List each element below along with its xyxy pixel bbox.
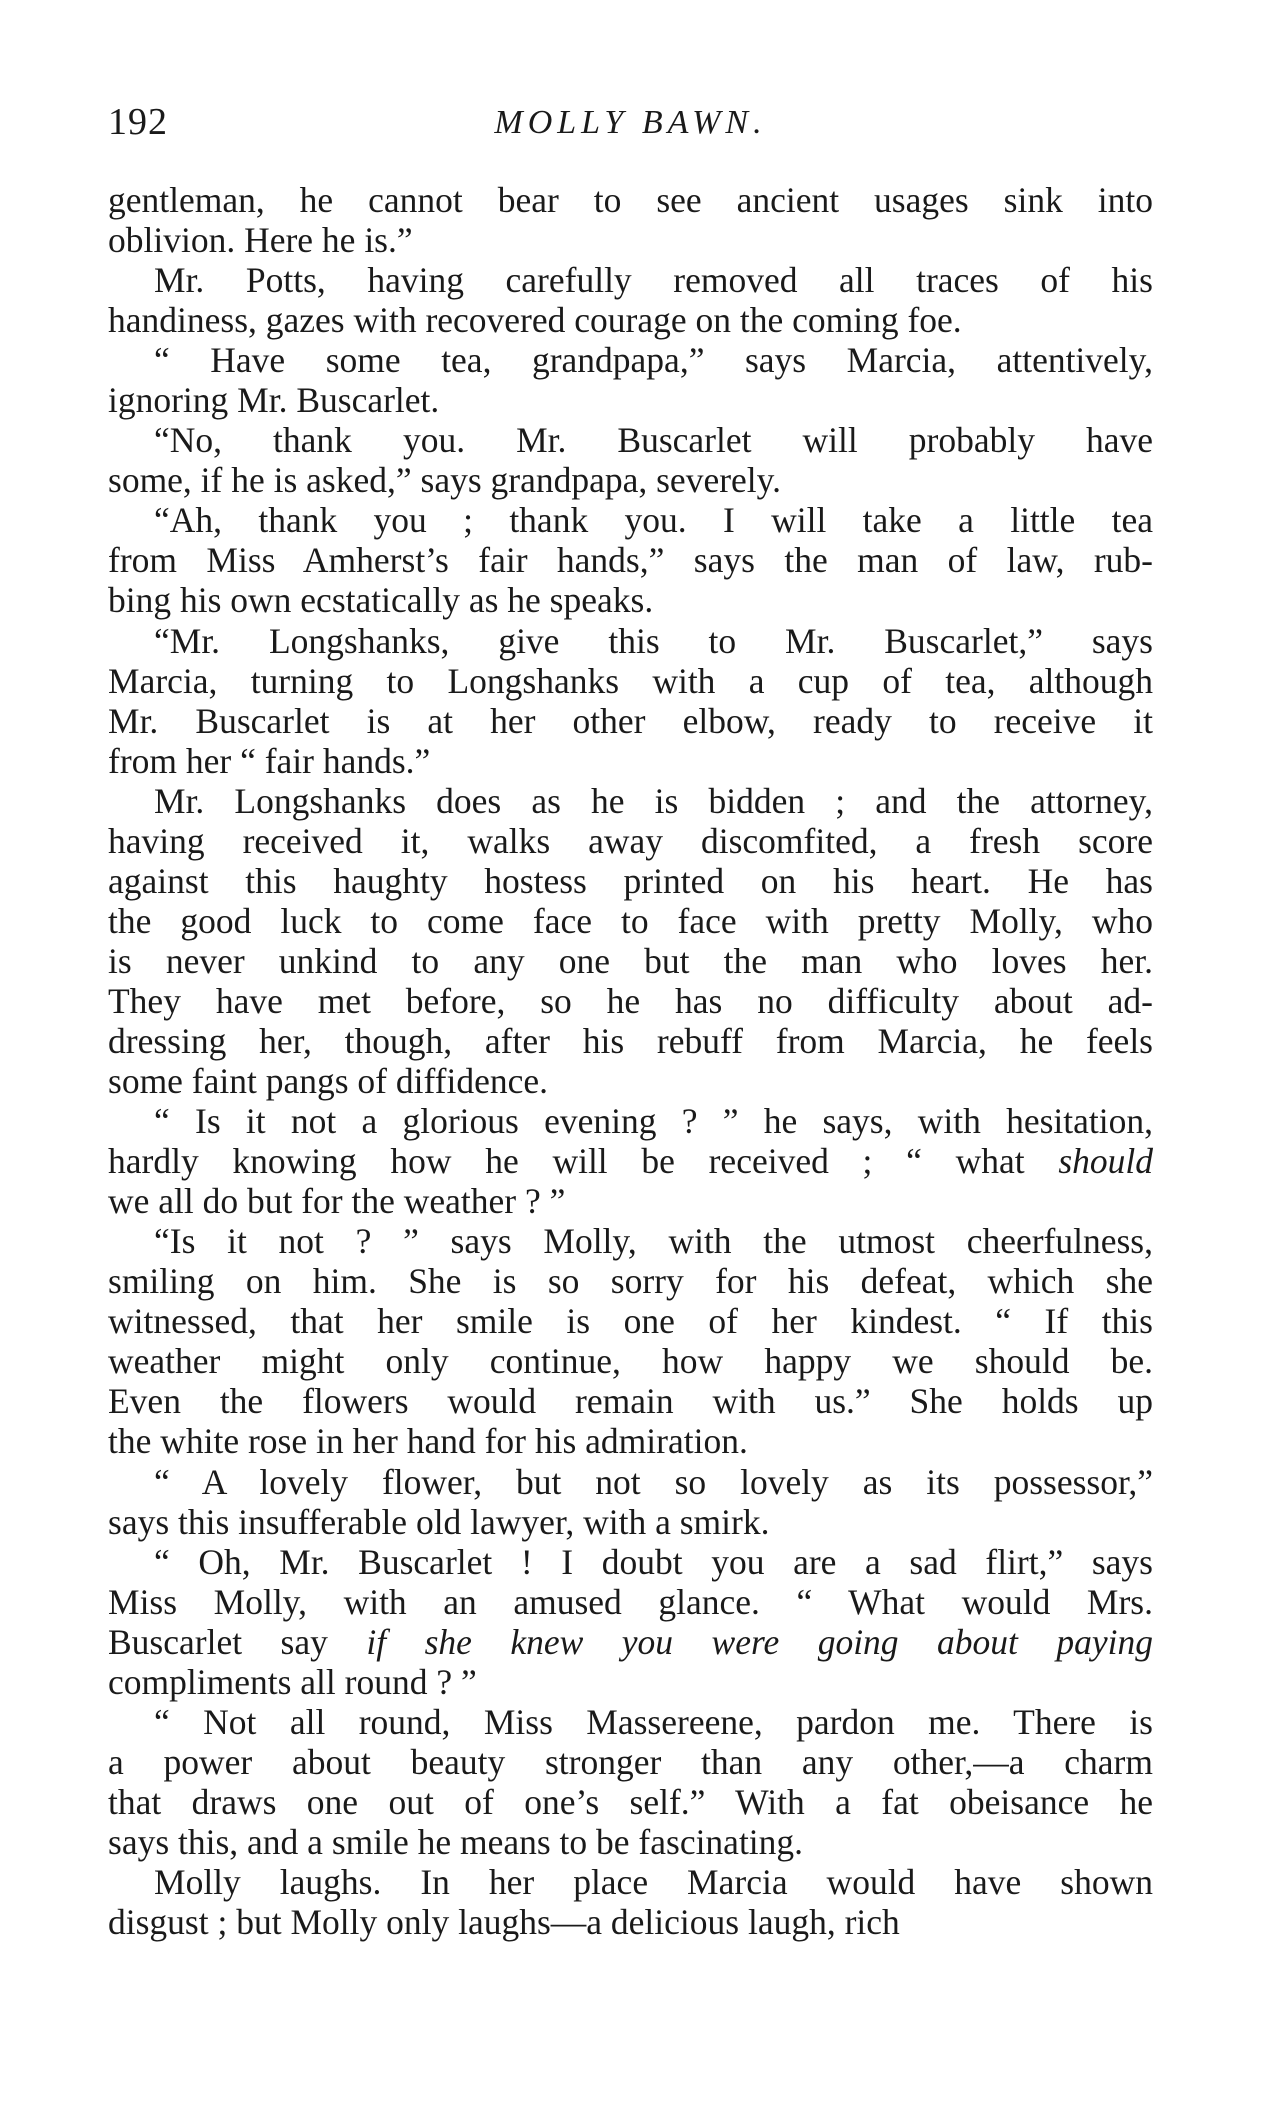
text-line: handiness, gazes with recovered courage on the coming foe. [108,300,962,341]
body-text [108,180,1153,1942]
text-line: “Is it not ? ” says Molly, with the utmost cheerfulness, [154,1221,1153,1262]
text-line: Marcia, turning to Longshanks with a cup of tea, although [108,660,1153,701]
text-line: ignoring Mr. Buscarlet. [108,380,440,421]
text-line: Mr. Potts, having carefully removed all traces of his [154,260,1153,301]
text-line: “Ah, thank you ; thank you. I will take a little tea [154,500,1153,541]
paragraph [108,420,1153,500]
text-line: “Mr. Longshanks, give this to Mr. Buscarlet,” says [154,620,1153,661]
text-line: disgust ; but Molly only laughs—a delicious laugh, rich [108,1902,900,1943]
text-line: Miss Molly, with an amused glance. “ What would Mrs. [108,1581,1153,1622]
paragraph [108,781,1153,1101]
text-line: Mr. Longshanks does as he is bidden ; and the attorney, [154,780,1153,821]
text-line: “ Is it not a glorious evening ? ” he says, with hesitation, [154,1101,1153,1142]
text-line: hardly knowing how he will be received ; “ what should [108,1141,1153,1182]
text-line: having received it, walks away discomfited, a fresh score [108,820,1153,861]
running-title: MOLLY BAWN. [494,104,767,141]
text-line: “No, thank you. Mr. Buscarlet will probably have [154,420,1153,461]
text-line: witnessed, that her smile is one of her kindest. “ If this [108,1301,1153,1342]
text-line: says this insufferable old lawyer, with a smirk. [108,1501,770,1542]
paragraph [108,621,1153,781]
text-line: Even the flowers would remain with us.” She holds up [108,1381,1153,1422]
text-line: They have met before, so he has no difficulty about ad- [108,980,1153,1021]
text-line: bing his own ecstatically as he speaks. [108,580,654,621]
text-line: gentleman, he cannot bear to see ancient usages sink into [108,180,1153,220]
text-line: “ Have some tea, grandpapa,” says Marcia, attentively, [154,340,1153,381]
text-line: some, if he is asked,” says grandpapa, severely. [108,460,781,501]
text-line: smiling on him. She is so sorry for his defeat, which she [108,1261,1153,1302]
text-line: “ A lovely flower, but not so lovely as its possessor,” [154,1461,1153,1502]
text-line: oblivion. Here he is.” [108,220,413,261]
paragraph [108,340,1153,420]
paragraph [108,260,1153,340]
page-header [108,100,1153,150]
text-line: “ Not all round, Miss Massereene, pardon me. There is [154,1701,1153,1742]
text-line: the white rose in her hand for his admiration. [108,1421,748,1462]
text-line: says this, and a smile he means to be fascinating. [108,1821,804,1862]
paragraph [108,1101,1153,1221]
text-line: that draws one out of one’s self.” With a fat obeisance he [108,1781,1153,1822]
text-line: from Miss Amherst’s fair hands,” says the man of law, rub- [108,540,1153,581]
page-number: 192 [108,101,168,143]
text-line: is never unkind to any one but the man who loves her. [108,940,1153,981]
text-line: the good luck to come face to face with pretty Molly, who [108,900,1153,941]
text-line: “ Oh, Mr. Buscarlet ! I doubt you are a sad flirt,” says [154,1541,1153,1582]
emphasis: should [1058,1141,1153,1182]
text-line: against this haughty hostess printed on his heart. He has [108,860,1153,901]
paragraph [108,1702,1153,1862]
paragraph [108,1462,1153,1542]
paragraph [108,1542,1153,1702]
text-line: we all do but for the weather ? ” [108,1181,566,1222]
emphasis: if she knew you were going about paying [366,1621,1154,1662]
paragraph [108,180,1153,260]
text-line: from her “ fair hands.” [108,740,431,781]
text-line: Mr. Buscarlet is at her other elbow, ready to receive it [108,700,1153,741]
paragraph [108,500,1153,620]
text-line: Buscarlet say if she knew you were going about paying [108,1621,1154,1662]
paragraph [108,1862,1153,1942]
text-line: Molly laughs. In her place Marcia would have shown [154,1861,1153,1902]
text-line: some faint pangs of diffidence. [108,1061,549,1102]
text-line: a power about beauty stronger than any other,—a charm [108,1741,1153,1782]
text-line: weather might only continue, how happy we should be. [108,1341,1153,1382]
text-line: compliments all round ? ” [108,1661,477,1702]
text-line: dressing her, though, after his rebuff from Marcia, he feels [108,1020,1153,1061]
paragraph [108,1221,1153,1461]
